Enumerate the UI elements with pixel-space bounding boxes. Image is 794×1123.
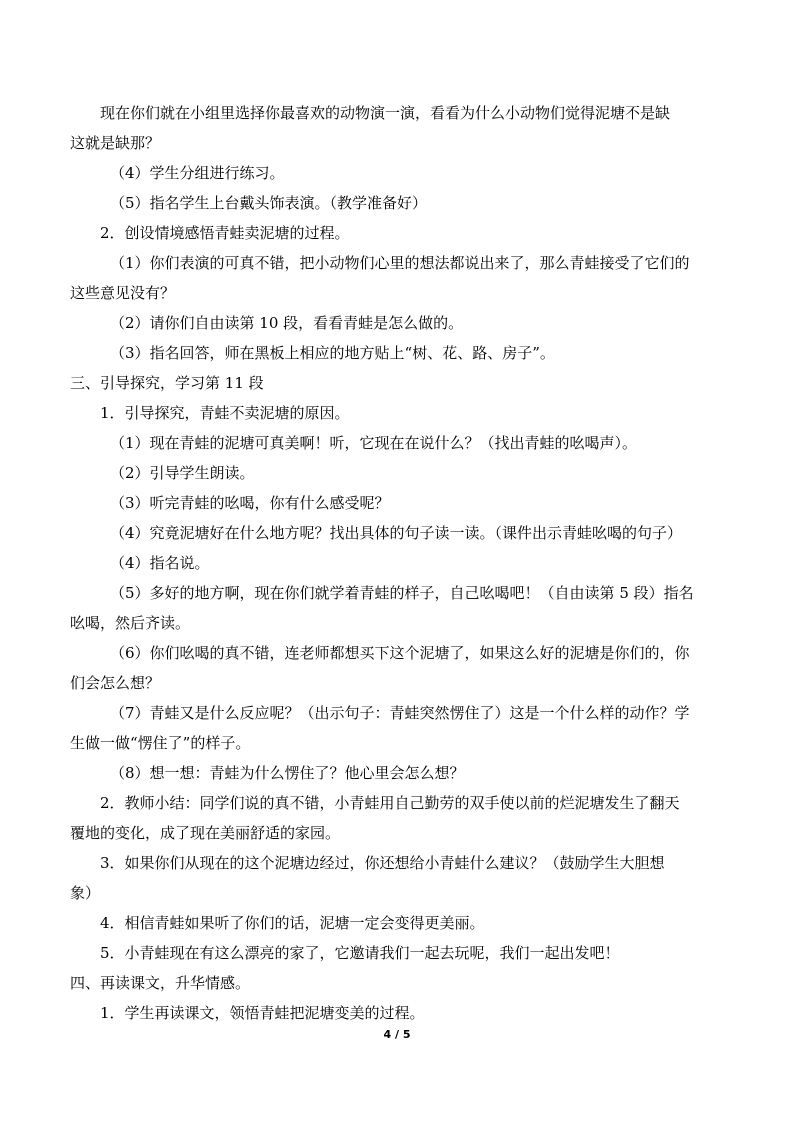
paragraph-line: 这就是缺那？ <box>70 134 161 152</box>
document-body <box>70 98 730 1028</box>
list-item-line: （5）多好的地方啊，现在你们就学着青蛙的样子，自己吆喝吧！（自由读第 5 段）指名 <box>110 584 694 602</box>
list-item-line: （3）听完青蛙的吆喝，你有什么感受呢？ <box>110 494 390 512</box>
paragraph-line: 吆喝，然后齐读。 <box>70 614 191 632</box>
list-item-line: （7）青蛙又是什么反应呢？（出示句子：青蛙突然愣住了）这是一个什么样的动作？学 <box>110 704 690 722</box>
section-item-line: 3．如果你们从现在的这个泥塘边经过，你还想给小青蛙什么建议？（鼓励学生大胆想 <box>100 854 665 872</box>
section-item-line: 4．相信青蛙如果听了你们的话，泥塘一定会变得更美丽。 <box>100 914 485 932</box>
list-item-line: （2）请你们自由读第 10 段，看看青蛙是怎么做的。 <box>110 314 464 332</box>
list-item-line: （4）学生分组进行练习。 <box>110 164 285 182</box>
list-item-line: （1）现在青蛙的泥塘可真美啊！听，它现在在说什么？（找出青蛙的吆喝声）。 <box>110 434 638 452</box>
list-item-line: （5）指名学生上台戴头饰表演。（教学准备好） <box>110 194 428 212</box>
section-item-line: 5．小青蛙现在有这么漂亮的家了，它邀请我们一起去玩呢，我们一起出发吧！ <box>100 944 620 962</box>
list-item-line: （1）你们表演的可真不错，把小动物们心里的想法都说出来了，那么青蛙接受了它们的 <box>110 254 690 272</box>
section-item-line: 2．教师小结：同学们说的真不错，小青蛙用自己勤劳的双手使以前的烂泥塘发生了翻天 <box>100 794 680 812</box>
paragraph-line: 这些意见没有？ <box>70 284 176 302</box>
section-heading: 三、引导探究，学习第 11 段 <box>70 374 264 392</box>
list-item-line: （4）究竟泥塘好在什么地方呢？找出具体的句子读一读。（课件出示青蛙吆喝的句子） <box>110 524 683 542</box>
section-item-line: 1．学生再读课文，领悟青蛙把泥塘变美的过程。 <box>100 1004 425 1022</box>
paragraph-line: 覆地的变化，成了现在美丽舒适的家园。 <box>70 824 341 842</box>
section-item-line: 2．创设情境感悟青蛙卖泥塘的过程。 <box>100 224 350 242</box>
paragraph-line: 生做一做“愣住了”的样子。 <box>70 734 251 752</box>
list-item-line: （6）你们吆喝的真不错，连老师都想买下这个泥塘了，如果这么好的泥塘是你们的，你 <box>110 644 690 662</box>
paragraph-line: 现在你们就在小组里选择你最喜欢的动物演一演，看看为什么小动物们觉得泥塘不是缺 <box>100 104 671 122</box>
paragraph-line: 象） <box>70 884 101 902</box>
list-item-line: （2）引导学生朗读。 <box>110 464 255 482</box>
section-heading: 四、再读课文，升华情感。 <box>70 974 251 992</box>
list-item-line: （4）指名说。 <box>110 554 210 572</box>
page-number: 4 / 5 <box>383 1028 411 1041</box>
list-item-line: （8）想一想：青蛙为什么愣住了？他心里会怎么想？ <box>110 764 465 782</box>
list-item-line: （3）指名回答，师在黑板上相应的地方贴上“树、花、路、房子”。 <box>110 344 555 362</box>
paragraph-line: 们会怎么想？ <box>70 674 161 692</box>
section-item-line: 1．引导探究，青蛙不卖泥塘的原因。 <box>100 404 350 422</box>
